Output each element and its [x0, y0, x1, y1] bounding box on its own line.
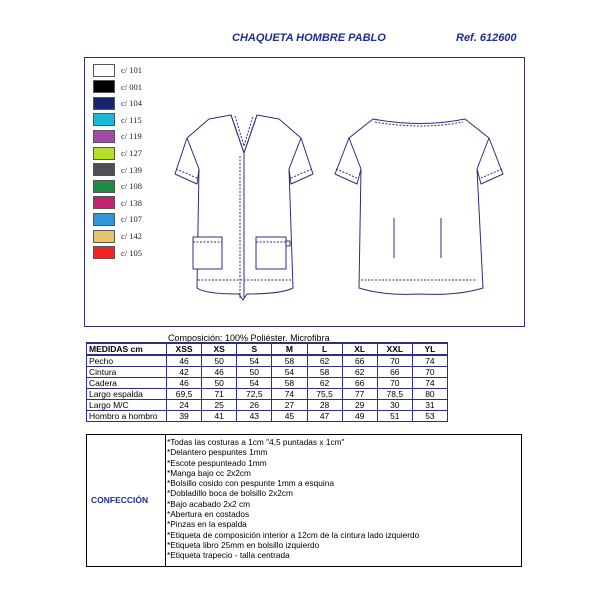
measurement-value: 46 [167, 355, 202, 367]
list-item: *Manga bajo cc 2x2cm [167, 467, 251, 478]
measurement-value: 46 [167, 378, 202, 389]
measurement-value: 74 [412, 378, 447, 389]
color-code: c/ 101 [121, 65, 143, 75]
measurement-value: 47 [307, 411, 342, 422]
color-code: c/ 142 [121, 231, 143, 241]
measurement-value: 39 [167, 411, 202, 422]
color-code: c/ 107 [121, 214, 143, 225]
measurement-label: Largo M/C [87, 400, 167, 411]
measurement-value: 30 [377, 400, 412, 411]
measurement-value: 41 [202, 411, 237, 422]
measurement-value: 58 [272, 355, 307, 367]
color-code: c/ 108 [121, 181, 143, 192]
measurement-value: 54 [272, 367, 307, 378]
confeccion-box [86, 434, 522, 567]
measurement-value: 74 [412, 355, 447, 367]
measurement-label: Hombro a hombro [87, 411, 167, 422]
measurement-value: 50 [237, 367, 272, 378]
measurement-value: 75,5 [307, 389, 342, 400]
color-code: c/ 104 [121, 98, 143, 109]
document-title: CHAQUETA HOMBRE PABLO [232, 32, 386, 44]
measurement-value: 66 [377, 367, 412, 378]
measurement-value: 25 [202, 400, 237, 411]
measurement-value: 71 [202, 389, 237, 400]
measurement-value: 50 [202, 378, 237, 389]
confeccion-list [167, 437, 419, 561]
reference-number: Ref. 612600 [456, 32, 517, 44]
size-header: XXL [377, 343, 412, 355]
measurement-value: 80 [412, 389, 447, 400]
measurement-value: 27 [272, 400, 307, 411]
size-header: XSS [167, 343, 202, 355]
measurement-value: 43 [237, 411, 272, 422]
measurement-value: 66 [342, 355, 377, 367]
garment-drawings [85, 58, 523, 325]
measurement-value: 46 [202, 367, 237, 378]
list-item: *Todas las costuras a 1cm "4,5 puntadas x 1cm" [167, 437, 345, 447]
measurement-value: 62 [342, 367, 377, 378]
size-header: XL [342, 343, 377, 355]
measurement-value: 70 [377, 355, 412, 367]
list-item: *Pinzas en la espalda [167, 519, 247, 530]
measurement-value: 54 [237, 355, 272, 367]
measurement-value: 45 [272, 411, 307, 422]
color-code: c/ 105 [121, 247, 143, 258]
color-code: c/ 001 [121, 81, 143, 92]
table-row [87, 378, 448, 389]
measurement-value: 58 [272, 378, 307, 389]
measurement-value: 70 [412, 367, 447, 378]
measurement-value: 62 [307, 378, 342, 389]
measurement-value: 42 [167, 367, 202, 378]
measurement-value: 70 [377, 378, 412, 389]
list-item: *Escote pespunteado 1mm [167, 457, 267, 468]
table-row [87, 389, 448, 400]
measurement-value: 49 [342, 411, 377, 422]
size-header: L [307, 343, 342, 355]
measurement-value: 78,5 [377, 389, 412, 400]
measurement-value: 50 [202, 355, 237, 367]
measurement-label: Largo espalda [87, 389, 167, 400]
measurement-label: Cintura [87, 367, 167, 378]
confeccion-divider [165, 435, 166, 566]
color-code: c/ 119 [121, 131, 142, 142]
measurement-value: 69,5 [167, 389, 202, 400]
table-row [87, 367, 448, 378]
measurement-value: 24 [167, 400, 202, 411]
measurement-value: 53 [412, 411, 447, 422]
color-code: c/ 139 [121, 164, 143, 175]
list-item: *Dobladillo boca de bolsillo 2x2cm [167, 488, 293, 499]
measurement-value: 66 [342, 378, 377, 389]
size-header: M [272, 343, 307, 355]
measurement-value: 29 [342, 400, 377, 411]
table-row [87, 400, 448, 411]
size-header: S [237, 343, 272, 355]
list-item: *Delantero pespuntes 1mm [167, 447, 268, 458]
back-jacket-drawing [335, 119, 503, 294]
measurement-value: 72,5 [237, 389, 272, 400]
confeccion-label: CONFECCIÓN [91, 495, 149, 505]
measurement-label: Cadera [87, 378, 167, 389]
color-code: c/ 127 [121, 148, 143, 158]
measurement-value: 28 [307, 400, 342, 411]
measurement-value: 54 [237, 378, 272, 389]
color-code: c/ 115 [121, 114, 142, 125]
list-item: *Etiqueta trapecio - talla centrada [167, 550, 290, 561]
measurement-value: 31 [412, 400, 447, 411]
measurement-value: 58 [307, 367, 342, 378]
size-measurements-table [86, 342, 448, 422]
composition-text: Composición: 100% Poliéster. Microfibra [168, 333, 330, 343]
list-item: *Etiqueta de composición interior a 12cm de la cintura lado izquierdo [167, 529, 420, 540]
table-row [87, 355, 448, 367]
measurement-value: 62 [307, 355, 342, 367]
color-code: c/ 138 [121, 197, 143, 208]
measurement-value: 51 [377, 411, 412, 422]
front-jacket-drawing [175, 115, 313, 300]
table-header-row [87, 343, 448, 355]
measurement-value: 77 [342, 389, 377, 400]
measurement-value: 26 [237, 400, 272, 411]
measurement-label: Pecho [87, 355, 167, 367]
list-item: *Abertura en costados [167, 509, 250, 520]
list-item: *Etiqueta libro 25mm en bolsillo izquierdo [167, 539, 320, 550]
list-item: *Bajo acabado 2x2 cm [167, 498, 251, 509]
garment-figure-frame [84, 57, 525, 327]
list-item: *Bolsillo cosido con pespunte 1mm a esquina [167, 478, 334, 489]
table-header-label: MEDIDAS cm [87, 343, 167, 355]
size-header: YL [412, 343, 447, 355]
table-row [87, 411, 448, 422]
size-header: XS [202, 343, 237, 355]
measurement-value: 74 [272, 389, 307, 400]
